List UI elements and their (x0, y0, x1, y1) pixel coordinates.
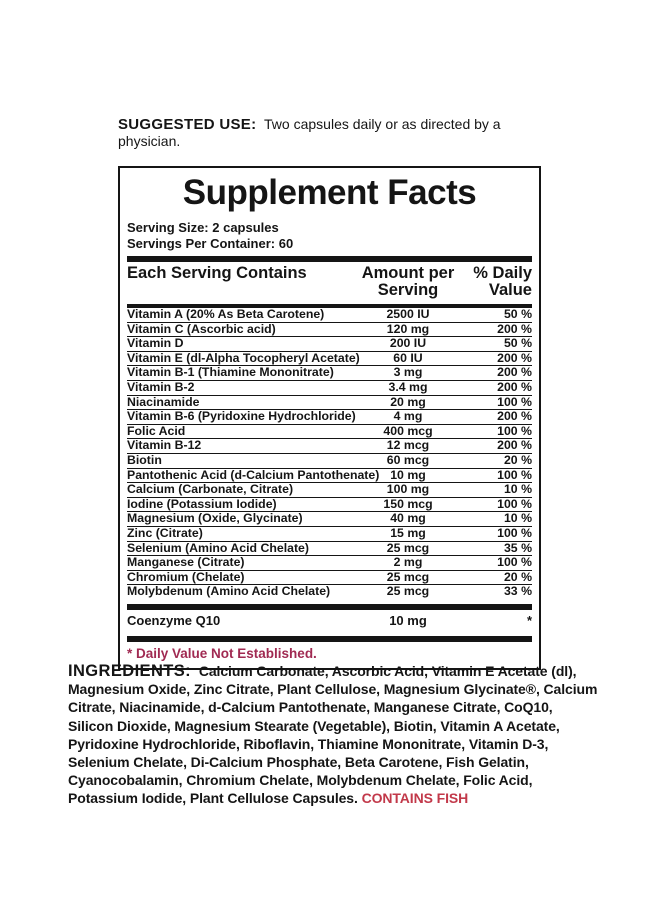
row-name: Niacinamide (127, 394, 200, 409)
row-amount: 20 mg (390, 394, 426, 409)
panel-title: Supplement Facts (182, 173, 477, 212)
row-dv: 10 % (503, 482, 532, 497)
row-name: Coenzyme Q10 (127, 612, 221, 628)
row-dv: 100 % (497, 467, 532, 482)
row-amount: 25 mcg (386, 569, 430, 584)
row-dv: 50 % (503, 307, 532, 321)
table-row (127, 365, 532, 380)
row-name: Zinc (Citrate) (127, 525, 203, 540)
row-amount: 15 mg (390, 525, 426, 540)
table-row (127, 395, 532, 410)
column-header-dv-line2: Value (488, 281, 532, 299)
table-row (127, 351, 532, 366)
row-amount: 2 mg (393, 555, 423, 570)
row-amount: 25 mcg (386, 540, 430, 555)
row-dv: 200 % (497, 350, 532, 365)
row-dv: 100 % (497, 525, 532, 540)
table-row (127, 438, 532, 453)
row-amount: 120 mg (386, 321, 430, 336)
table-body (127, 308, 532, 599)
suggested-use-label: SUGGESTED USE: (118, 116, 257, 133)
row-dv: 200 % (497, 365, 532, 380)
supplement-facts-panel (118, 166, 541, 670)
column-header-name: Each Serving Contains (127, 264, 307, 282)
table-row (127, 570, 532, 585)
suggested-use-text: Two capsules daily or as directed by a physician. (118, 116, 501, 149)
row-name: Vitamin B-2 (127, 379, 195, 394)
column-header-amount (354, 265, 462, 299)
servings-per-container: Servings Per Container: 60 (127, 235, 294, 251)
ingredients-paragraph (68, 662, 598, 808)
row-dv: 33 % (503, 584, 532, 599)
row-dv: * (526, 612, 532, 628)
table-row (127, 541, 532, 556)
row-dv: 20 % (503, 452, 532, 467)
row-dv: 20 % (503, 569, 532, 584)
row-name: Manganese (Citrate) (127, 555, 245, 570)
row-dv: 100 % (497, 496, 532, 511)
row-dv: 200 % (497, 321, 532, 336)
row-dv: 200 % (497, 438, 532, 453)
row-name: Vitamin B-1 (Thiamine Mononitrate) (127, 365, 334, 380)
table-row (127, 453, 532, 468)
row-amount: 40 mg (390, 511, 426, 526)
row-name: Chromium (Chelate) (127, 569, 245, 584)
row-name: Folic Acid (127, 423, 186, 438)
column-header-amount-line2: Serving (377, 281, 439, 299)
row-name: Vitamin A (20% As Beta Carotene) (127, 307, 325, 321)
row-name: Vitamin B-12 (127, 438, 202, 453)
row-dv: 200 % (497, 379, 532, 394)
row-dv: 100 % (497, 555, 532, 570)
column-header-amount-line1: Amount per (361, 264, 455, 282)
column-header-dv (462, 265, 532, 299)
table-row (127, 322, 532, 337)
table-row (127, 497, 532, 512)
row-dv: 10 % (503, 511, 532, 526)
row-dv: 200 % (497, 409, 532, 424)
row-amount: 10 mg (390, 467, 426, 482)
daily-value-footnote: * Daily Value Not Established. (127, 645, 317, 661)
row-amount: 100 mg (386, 482, 430, 497)
row-amount: 60 mcg (386, 452, 430, 467)
table-row (127, 409, 532, 424)
column-header-dv-line1: % Daily (473, 264, 532, 282)
row-amount: 4 mg (393, 409, 423, 424)
table-row (127, 308, 532, 322)
row-name: Vitamin B-6 (Pyridoxine Hydrochloride) (127, 409, 356, 424)
table-row-coq10 (127, 610, 532, 631)
row-amount: 25 mcg (386, 584, 430, 599)
table-row (127, 555, 532, 570)
row-dv: 35 % (503, 540, 532, 555)
table-row (127, 468, 532, 483)
row-name: Magnesium (Oxide, Glycinate) (127, 511, 303, 526)
row-dv: 100 % (497, 423, 532, 438)
row-name: Pantothenic Acid (d-Calcium Pantothenate) (127, 467, 380, 482)
table-row (127, 584, 532, 599)
row-amount: 400 mcg (383, 423, 433, 438)
ingredients-text: Calcium Carbonate, Ascorbic Acid, Vitamin E Acetate (dl), Magnesium Oxide, Zinc Citrate, Plant Cellulose, Magnesium Glycinate®, Calcium Citrate, Niacinamide, d-Calcium Pantothenate, Manganese Citrate, CoQ10, Silicon Dioxide, Magnesium Stearate (Vegetable), Biotin, Vitamin A Acetate, Pyridoxine Hydrochloride, Riboflavin, Thiamine Mononitrate, Vitamin D-3, Selenium Chelate, Di-Calcium Phosphate, Beta Carotene, Fish Gelatin, Cyanocobalamin, Chromium Chelate, Molybdenum Chelate, Folic Acid, Potassium Iodide, Plant Cellulose Capsules. (68, 663, 598, 807)
row-amount: 3.4 mg (388, 379, 428, 394)
row-amount: 150 mcg (383, 496, 433, 511)
row-dv: 100 % (497, 394, 532, 409)
table-row (127, 380, 532, 395)
row-amount: 10 mg (389, 612, 427, 628)
serving-size: Serving Size: 2 capsules (127, 220, 279, 235)
row-name: Iodine (Potassium Iodide) (127, 496, 277, 511)
table-row (127, 424, 532, 439)
row-name: Vitamin C (Ascorbic acid) (127, 321, 276, 336)
table-header (127, 262, 532, 302)
row-name: Molybdenum (Amino Acid Chelate) (127, 584, 331, 599)
row-name: Biotin (127, 452, 162, 467)
row-name: Calcium (Carbonate, Citrate) (127, 482, 294, 497)
row-name: Vitamin E (dl-Alpha Tocopheryl Acetate) (127, 350, 360, 365)
table-row (127, 511, 532, 526)
row-amount: 60 IU (393, 350, 423, 365)
row-amount: 3 mg (393, 365, 423, 380)
allergen-warning: CONTAINS FISH (361, 790, 469, 807)
ingredients-label: INGREDIENTS: (68, 662, 192, 680)
row-amount: 12 mcg (386, 438, 430, 453)
row-amount: 2500 IU (386, 307, 430, 321)
table-row (127, 336, 532, 351)
row-amount: 200 IU (389, 336, 427, 351)
table-row (127, 526, 532, 541)
suggested-use (118, 116, 554, 150)
row-name: Vitamin D (127, 336, 184, 351)
row-dv: 50 % (503, 336, 532, 351)
row-name: Selenium (Amino Acid Chelate) (127, 540, 309, 555)
table-row (127, 482, 532, 497)
